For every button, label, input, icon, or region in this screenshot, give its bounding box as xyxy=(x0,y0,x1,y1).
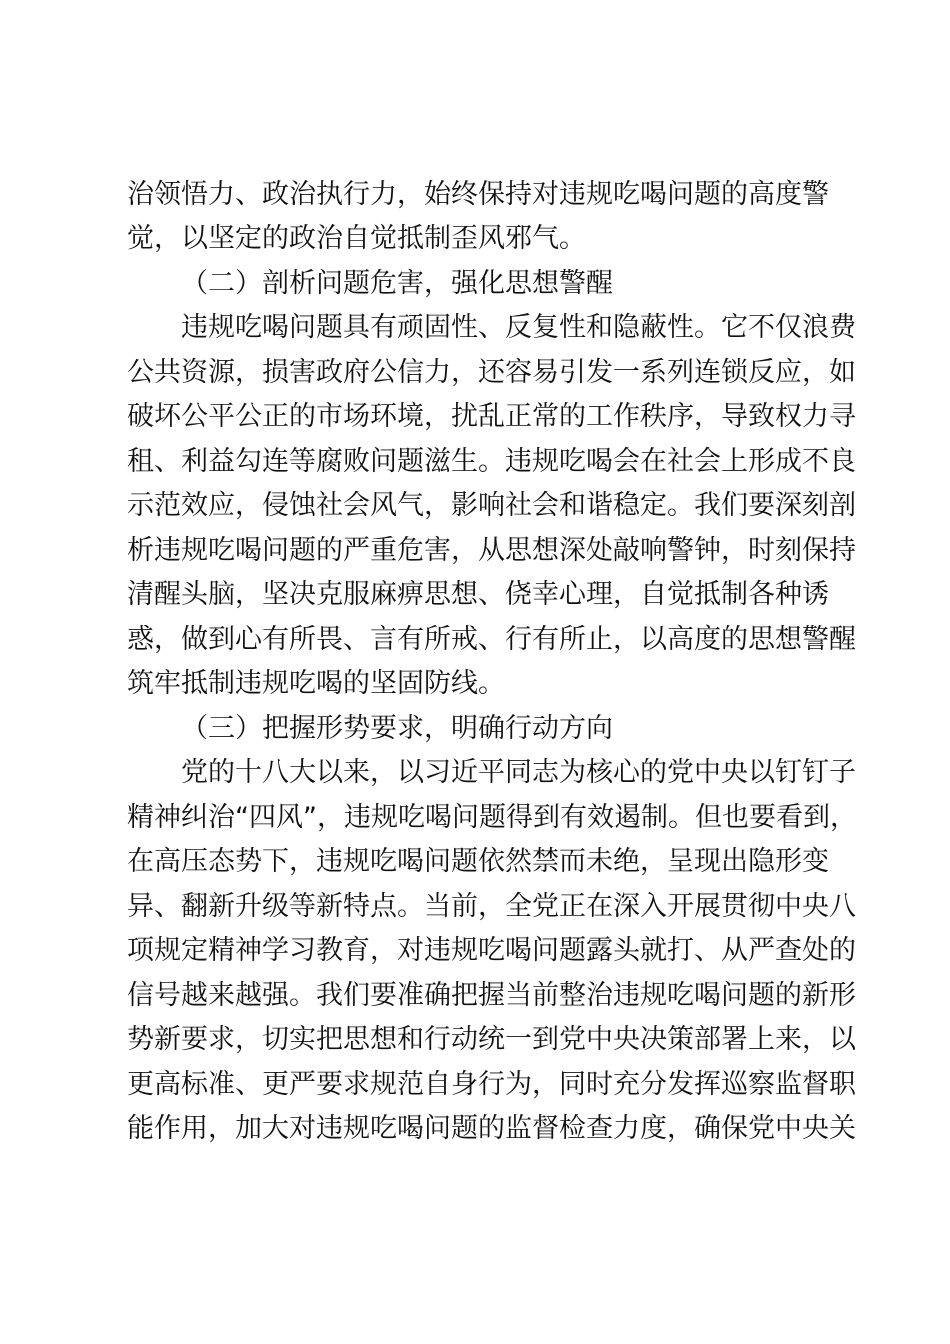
body-text-line: 在高压态势下，违规吃喝问题依然禁而未绝，呈现出隐形变 xyxy=(127,846,829,877)
body-text-line: 公共资源，损害政府公信力，还容易引发一系列连锁反应，如 xyxy=(127,357,856,388)
body-text-line: 析违规吃喝问题的严重危害，从思想深处敲响警钟，时刻保持 xyxy=(127,535,856,566)
body-text-line: 示范效应，侵蚀社会风气，影响社会和谐稳定。我们要深刻剖 xyxy=(127,490,856,521)
body-text-line: 项规定精神学习教育，对违规吃喝问题露头就打、从严查处的 xyxy=(127,935,856,966)
body-text-line: 觉，以坚定的政治自觉抵制歪风邪气。 xyxy=(127,223,586,254)
body-text-line: 筑牢抵制违规吃喝的坚固防线。 xyxy=(127,668,505,699)
body-text-line: 租、利益勾连等腐败问题滋生。违规吃喝会在社会上形成不良 xyxy=(127,446,856,477)
section-heading-2: （二）剖析问题危害，强化思想警醒 xyxy=(181,268,613,299)
body-text-line: 破坏公平公正的市场环境，扰乱正常的工作秩序，导致权力寻 xyxy=(127,401,856,432)
body-text-line: 党的十八大以来，以习近平同志为核心的党中央以钉钉子 xyxy=(181,757,856,788)
body-text-line: 更高标准、更严要求规范自身行为，同时充分发挥巡察监督职 xyxy=(127,1069,856,1100)
body-text-line: 势新要求，切实把思想和行动统一到党中央决策部署上来，以 xyxy=(127,1024,856,1055)
body-text-line: 异、翻新升级等新特点。当前，全党正在深入开展贯彻中央八 xyxy=(127,891,856,922)
body-text-line: 精神纠治“四风”，违规吃喝问题得到有效遏制。但也要看到， xyxy=(127,802,857,833)
body-text-line: 能作用，加大对违规吃喝问题的监督检查力度，确保党中央关 xyxy=(127,1113,856,1144)
body-text-line: 治领悟力、政治执行力，始终保持对违规吃喝问题的高度警 xyxy=(127,179,829,210)
body-text-line: 信号越来越强。我们要准确把握当前整治违规吃喝问题的新形 xyxy=(127,980,856,1011)
body-text-line: 违规吃喝问题具有顽固性、反复性和隐蔽性。它不仅浪费 xyxy=(181,312,856,343)
section-heading-3: （三）把握形势要求，明确行动方向 xyxy=(181,713,613,744)
body-text-line: 惑，做到心有所畏、言有所戒、行有所止，以高度的思想警醒 xyxy=(127,624,856,655)
body-text-line: 清醒头脑，坚决克服麻痹思想、侥幸心理，自觉抵制各种诱 xyxy=(127,579,829,610)
